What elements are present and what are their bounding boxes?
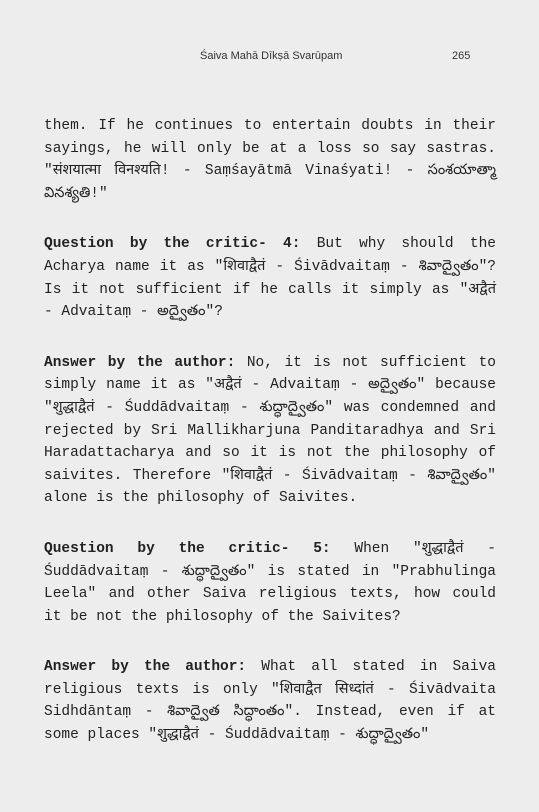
answer-label-5: Answer by the author:	[44, 659, 247, 676]
paragraph-2-text: But why should the Acharya name it as "शिवाद्वैतं - Śivādvaitaṃ - శివాద్వైతం"? Is it not sufficient if he calls it simply as "अद्वैतं - Advaitaṃ - అద్వైతం"?	[44, 236, 496, 321]
paragraph-3-text: No, it is not sufficient to simply name it as "अद्वैतं - Advaitaṃ - అద్వైతం" because "शुद्धाद्वैतं - Śuddādvaitaṃ - శుద్ధాద్వైతం" was condemned and rejected by Sri Mallikharjuna Panditaradhya and Sri Haradattacharya and so it is not the philosophy of saivites. Therefore "शिवाद्वैतं - Śivādvaitaṃ - శివాద్వైతం" alone is the philosophy of Saivites.	[44, 354, 497, 507]
question-label-4: Question by the critic- 4:	[44, 236, 301, 253]
paragraph-1	[44, 115, 496, 205]
answer-label-4: Answer by the author:	[44, 354, 236, 371]
paragraph-4-text: When "शुद्धाद्वैतं - Śuddādvaitaṃ - శుద్ధాద్వైతం" is stated in "Prabhulinga Leela" and other Saiva religious texts, how could it be not the philosophy of the Saivites?	[44, 540, 496, 625]
paragraph-2	[44, 233, 496, 323]
header-title: Śaiva Mahā Dīkṣā Svarūpam	[200, 50, 343, 62]
paragraph-4	[44, 538, 496, 628]
paragraph-3	[44, 352, 496, 510]
paragraph-1-text: them. If he continues to entertain doubts in their sayings, he will only be at a loss so say sastras. "संशयात्मा विनश्यति! - Saṃśayātmā Vinaśyati! - సంశయాత్మా వినశ్యతి!"	[44, 118, 496, 202]
running-header	[0, 50, 539, 68]
paragraph-5-text: What all stated in Saiva religious texts is only "शिवाद्वैत सिध्दांतं - Śivādvaita Sidhdāntaṃ - శివాద్వైత సిద్ధాంతం". Instead, even if at some places "शुद्धाद्वैतं - Śuddādvaitaṃ - శుద్ధాద్వైతం"	[44, 659, 496, 744]
question-label-5: Question by the critic- 5:	[44, 540, 331, 557]
paragraph-5	[44, 656, 496, 746]
page-number: 265	[452, 50, 471, 62]
body-text	[44, 115, 496, 775]
